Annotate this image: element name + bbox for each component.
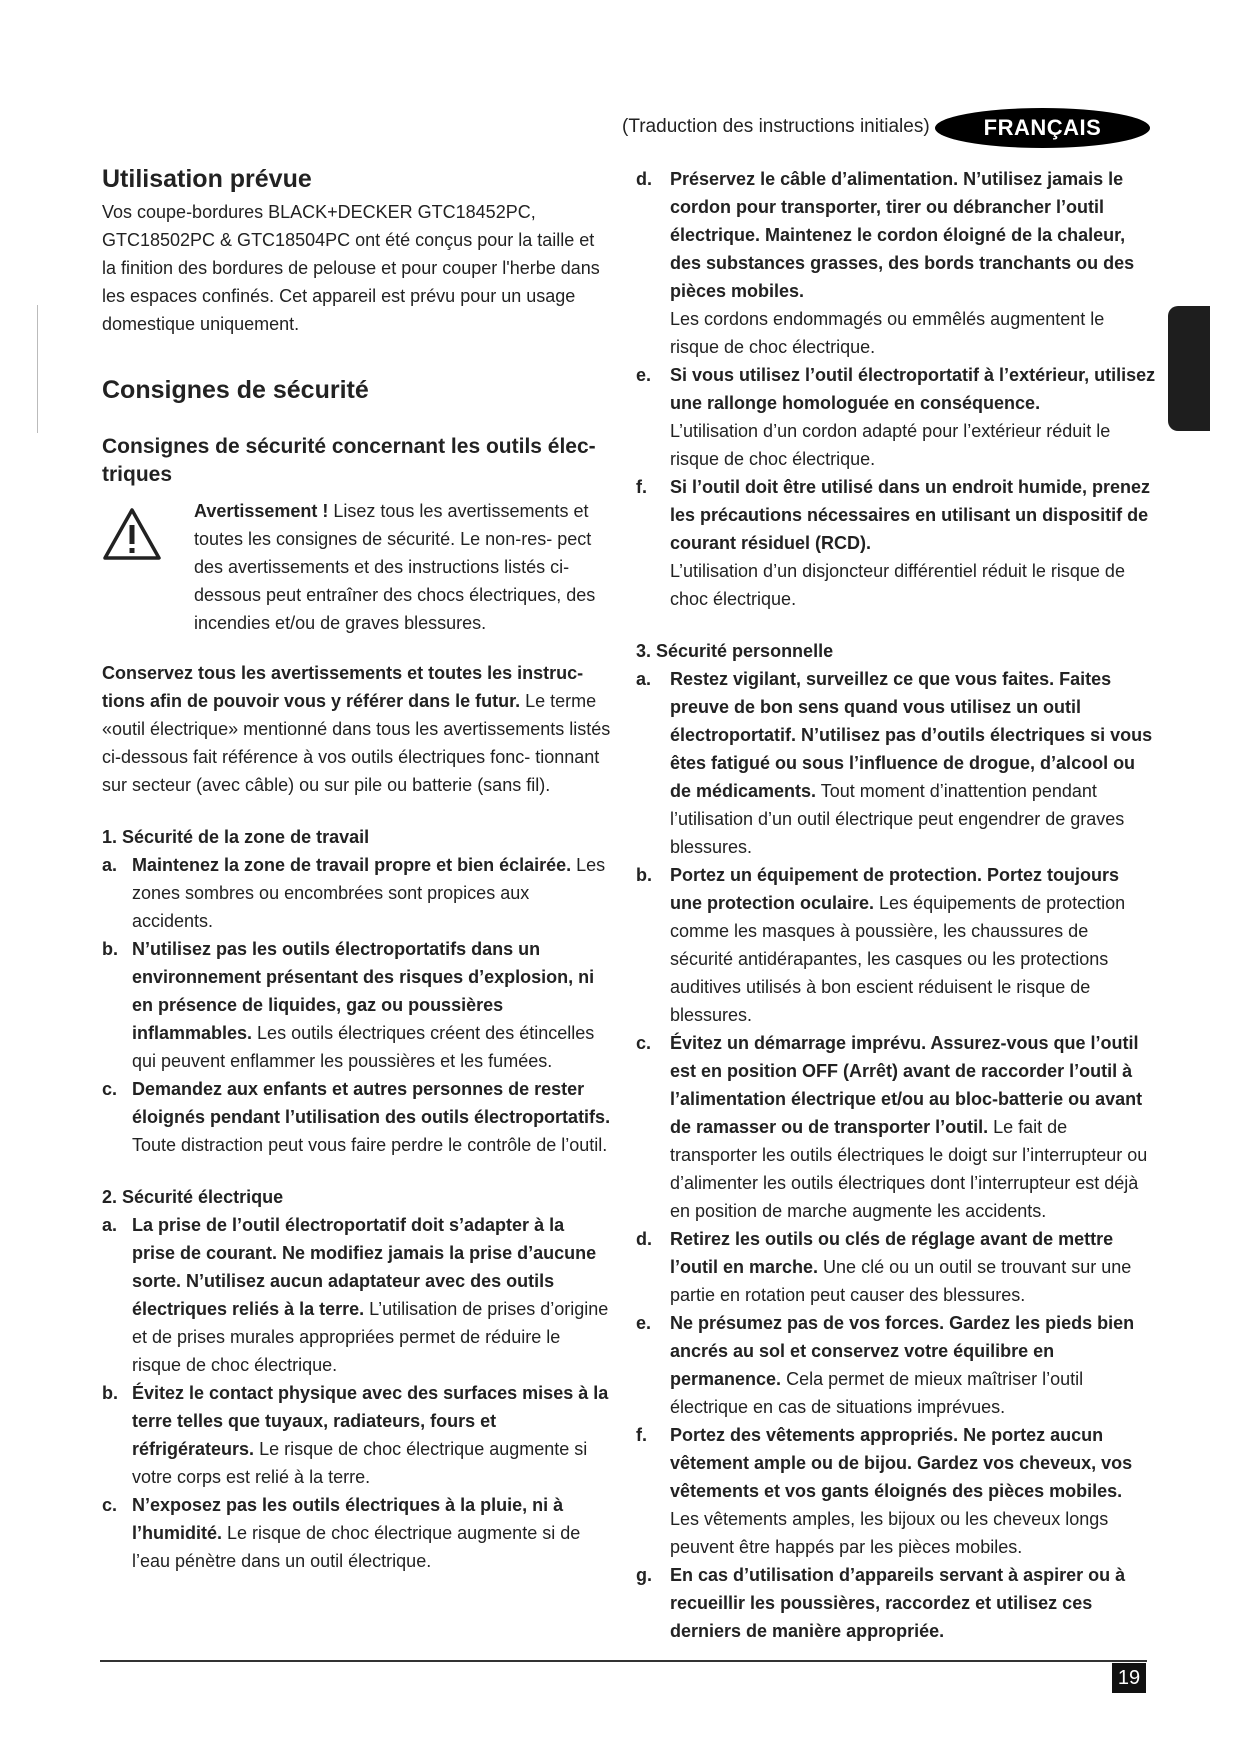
item-body: L’utilisation d’un cordon adapté pour l’extérieur réduit le risque de choc électrique. [670, 421, 1111, 469]
item-text [670, 861, 1156, 1029]
item-text [670, 665, 1156, 861]
item-body: Une clé ou un outil se trouvant sur une partie en rotation peut causer des blessures. [670, 1257, 1132, 1305]
item-label: b. [102, 1383, 118, 1403]
item-text [132, 1211, 612, 1379]
list-item [636, 1225, 1156, 1309]
list-item [636, 1309, 1156, 1421]
section-2-continued [636, 165, 1156, 613]
footer-rule [100, 1660, 1147, 1662]
item-label: a. [636, 669, 652, 689]
list-item [636, 1421, 1156, 1561]
item-bold: Évitez un démarrage imprévu. Assurez-vous que l’outil est en position OFF (Arrêt) avant de raccorder l’outil à l’alimentation électrique et/ou au bloc-batterie ou avant de ramasser ou de transporter l’outil. [670, 1033, 1143, 1137]
item-body: Le risque de choc électrique augmente si votre corps est relié à la terre. [132, 1439, 588, 1487]
item-text [670, 165, 1156, 361]
item-body: Le fait de transporter les outils électriques le doigt sur l’interrupteur ou d’alimenter les outils électriques dont l’interrupteur est déjà en position de marche augmente les accidents. [670, 1117, 1148, 1221]
warning-block [102, 497, 612, 637]
warning-text [194, 497, 612, 637]
left-column [102, 165, 612, 1575]
intended-use-text: Vos coupe-bordures BLACK+DECKER GTC18452PC, GTC18502PC & GTC18504PC ont été conçus pour la taille et la finition des bordures de pelouse et pour couper l'herbe dans les espaces confinés. Cet appareil est prévu pour un usage domestique uniquement. [102, 202, 600, 334]
item-text [670, 1561, 1156, 1645]
section-3-title: 3. Sécurité personnelle [636, 641, 834, 661]
item-label: b. [636, 865, 652, 885]
keep-instructions [102, 659, 612, 799]
item-bold: Évitez le contact physique avec des surfaces mises à la terre telles que tuyaux, radiateurs, fours et réfrigérateurs. [132, 1383, 609, 1459]
item-label: c. [636, 1033, 652, 1053]
right-column [636, 165, 1156, 1645]
item-bold: La prise de l’outil électroportatif doit s’adapter à la prise de courant. Ne modifiez jamais la prise d’aucune sorte. N’utilisez aucun adaptateur avec des outils électriques reliés à la terre. [132, 1215, 597, 1319]
item-bold: Préservez le câble d’alimentation. N’utilisez jamais le cordon pour transporter, tirer ou débrancher l’outil électrique. Maintenez le cordon éloigné de la chaleur, des substances grasses, des bords tranchants ou des pièces mobiles. [670, 169, 1135, 301]
item-text [132, 1379, 612, 1491]
item-label: f. [636, 477, 647, 497]
list-item [636, 1029, 1156, 1225]
section-2-title: 2. Sécurité électrique [102, 1187, 284, 1207]
item-bold: Si vous utilisez l’outil électroportatif à l’extérieur, utilisez une rallonge homologuée en conséquence. [670, 365, 1156, 413]
item-text [670, 1309, 1156, 1421]
item-text [670, 1029, 1156, 1225]
item-bold: Retirez les outils ou clés de réglage avant de mettre l’outil en marche. [670, 1229, 1114, 1277]
keep-instructions-bold: Conservez tous les avertissements et toutes les instruc- tions afin de pouvoir vous y référer dans le futur. [102, 663, 584, 711]
item-body: Les équipements de protection comme les masques à poussière, les chaussures de sécurité antidérapantes, les casques ou les protections auditives utilisés à bon escient réduisent le risque de blessures. [670, 893, 1126, 1025]
list-item [102, 1075, 612, 1159]
item-body: L’utilisation d’un disjoncteur différentiel réduit le risque de choc électrique. [670, 561, 1125, 609]
item-label: f. [636, 1425, 647, 1445]
item-label: a. [102, 855, 118, 875]
item-bold: Portez des vêtements appropriés. Ne portez aucun vêtement ample ou de bijou. Gardez vos cheveux, vos vêtements et vos gants éloignés des pièces mobiles. [670, 1425, 1133, 1501]
item-body: Les outils électriques créent des étincelles qui peuvent enflammer les poussières et les fumées. [132, 1023, 595, 1071]
list-item [636, 165, 1156, 361]
list-item [636, 361, 1156, 473]
keep-instructions-text: Le terme «outil électrique» mentionné dans tous les avertissements listés ci-dessous fait référence à vos outils électriques fonc- tionnant sur secteur (avec câble) ou sur pile ou batterie (sans fil). [102, 691, 611, 795]
intended-use-title: Utilisation prévue [102, 165, 312, 193]
item-bold: Maintenez la zone de travail propre et bien éclairée. [132, 855, 572, 875]
item-body: Le risque de choc électrique augmente si de l’eau pénètre dans un outil électrique. [132, 1523, 581, 1571]
section-1-title: 1. Sécurité de la zone de travail [102, 827, 370, 847]
list-item [636, 473, 1156, 613]
item-bold: Demandez aux enfants et autres personnes de rester éloignés pendant l’utilisation des outils électroportatifs. [132, 1079, 611, 1127]
list-item [102, 851, 612, 935]
section-2 [102, 1183, 612, 1575]
item-body: L’utilisation de prises d’origine et de prises murales appropriées permet de réduire le risque de choc électrique. [132, 1299, 609, 1375]
item-label: e. [636, 1313, 652, 1333]
item-bold: Si l’outil doit être utilisé dans un endroit humide, prenez les précautions nécessaires en utilisant un dispositif de courant résiduel (RCD). [670, 477, 1151, 553]
item-label: d. [636, 169, 652, 189]
item-bold: N’exposez pas les outils électriques à la pluie, ni à l’humidité. [132, 1495, 564, 1543]
warning-triangle-icon [102, 497, 194, 637]
list-item [102, 1211, 612, 1379]
item-bold: N’utilisez pas les outils électroportatifs dans un environnement présentant des risques d’explosion, ni en présence de liquides, gaz ou poussières inflammables. [132, 939, 595, 1043]
item-label: a. [102, 1215, 118, 1235]
item-bold: En cas d’utilisation d’appareils servant à aspirer ou à recueillir les poussières, raccordez et utilisez ces derniers de manière appropriée. [670, 1565, 1126, 1641]
item-bold: Restez vigilant, surveillez ce que vous faites. Faites preuve de bon sens quand vous utilisez un outil électroportatif. N’utilisez pas d’outils électriques si vous êtes fatigué ou sous l’influence de drogue, d’alcool ou de médicaments. [670, 669, 1153, 801]
item-label: b. [102, 939, 118, 959]
item-label: c. [102, 1079, 118, 1099]
item-text [132, 1491, 612, 1575]
item-bold: Portez un équipement de protection. Portez toujours une protection oculaire. [670, 865, 1120, 913]
item-body: Toute distraction peut vous faire perdre le contrôle de l’outil. [132, 1135, 608, 1155]
item-text [132, 935, 612, 1075]
item-label: g. [636, 1565, 652, 1585]
item-label: c. [102, 1495, 118, 1515]
page-number: 19 [1112, 1663, 1146, 1693]
item-text [132, 851, 612, 935]
item-bold: Ne présumez pas de vos forces. Gardez les pieds bien ancrés au sol et conservez votre équilibre en permanence. [670, 1313, 1135, 1389]
section-3 [636, 637, 1156, 1645]
list-item [636, 665, 1156, 861]
item-body: Les cordons endommagés ou emmêlés augmentent le risque de choc électrique. [670, 309, 1105, 357]
list-item [636, 1561, 1156, 1645]
list-item [102, 1491, 612, 1575]
item-text [132, 1075, 612, 1159]
list-item [102, 935, 612, 1075]
warning-body: Lisez tous les avertissements et toutes les consignes de sécurité. Le non-res- pect des avertissements et des instructions listés ci-dessous peut entraîner des chocs électriques, des incendies et/ou de graves blessures. [194, 501, 596, 633]
list-item [636, 861, 1156, 1029]
item-body: Tout moment d’inattention pendant l’utilisation d’un outil électrique peut engendrer de graves blessures. [670, 781, 1125, 857]
language-badge: FRANÇAIS [935, 108, 1150, 148]
list-item [102, 1379, 612, 1491]
item-text [670, 1421, 1156, 1561]
safety-subtitle: Consignes de sécurité concernant les outils élec- triques [102, 435, 596, 486]
item-label: d. [636, 1229, 652, 1249]
warning-label: Avertissement ! [194, 501, 329, 521]
item-body: Les zones sombres ou encombrées sont propices aux accidents. [132, 855, 606, 931]
item-text [670, 361, 1156, 473]
item-text [670, 473, 1156, 613]
item-body: Cela permet de mieux maîtriser l’outil électrique en cas de situations imprévues. [670, 1369, 1084, 1417]
item-label: e. [636, 365, 652, 385]
item-body: Les vêtements amples, les bijoux ou les cheveux longs peuvent être happés par les pièces mobiles. [670, 1509, 1109, 1557]
item-text [670, 1225, 1156, 1309]
section-side-tab [1168, 306, 1210, 431]
translation-note: (Traduction des instructions initiales) [622, 116, 930, 137]
section-1 [102, 823, 612, 1159]
margin-line [37, 305, 38, 433]
safety-title: Consignes de sécurité [102, 376, 369, 404]
